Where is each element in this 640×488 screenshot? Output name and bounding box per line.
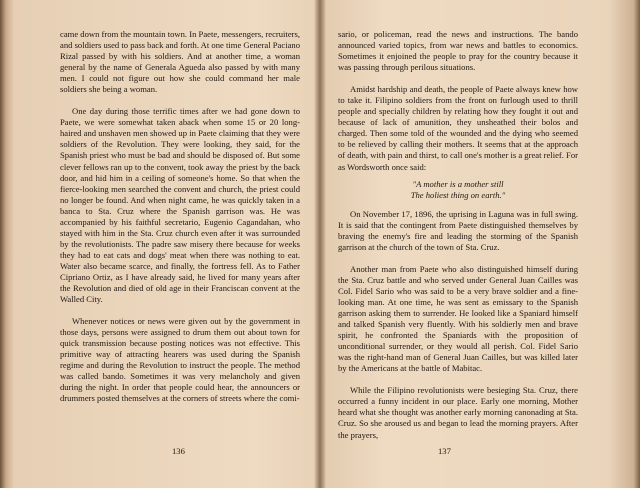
wordsworth-quote bbox=[338, 179, 578, 201]
left-page-number: 136 bbox=[172, 446, 185, 456]
left-page-text bbox=[60, 29, 300, 405]
right-paragraph-2: Amidst hardship and death, the people of Paete always knew how to take it. Filipino soldiers from the front on furlough used to thrill people and specially children by relating how they fought it out and because of lack of amunition, they unsheathed their bolos and charged. Then some told of the wounded and the dying who seemed to be relieved by calling their mothers. It seems that at the approach of death, with pain and thirst, to call one's mother is a great relief. For as Wordsworth once said: bbox=[338, 84, 578, 172]
right-page bbox=[320, 0, 640, 488]
left-paragraph-1: came down from the mountain town. In Paete, messengers, recruiters, and soldiers used to pass back and forth. At one time General Paciano Rizal passed by with his soldiers. And at another time, a woman general by the name of Generala Agueda also passed by with many men. I could not figure out how she could command her male soldiers she being a woman. bbox=[60, 29, 300, 95]
right-paragraph-4: Another man from Paete who also distinguished himself during the Sta. Cruz battle and who served under General Juan Cailles was Col. Fidel Sario who was said to be a very brave soldier and a fine-looking man. At one time, he was sent as emissary to the Spanish garrison asking them to surrender. He looked like a Spaniard himself and talked Spanish very fluently. With his soldierly men and brave spirit, he confronted the Spaniards with the proposition of unconditional surrender, or they would all perish. Col. Fidel Sario was the right-hand man of General Juan Cailles, but was killed later by the Americans at the battle of Mabitac. bbox=[338, 263, 578, 374]
right-page-number: 137 bbox=[438, 446, 451, 456]
quote-line-2: The holiest thing on earth." bbox=[410, 189, 506, 200]
right-paragraph-5: While the Filipino revolutionists were besieging Sta. Cruz, there occurred a funny incident in our place. Early one morning, Mother heard what she thought was another early morning canonading at Sta. Cruz. So she aroused us and began to lead the morning prayers. After the prayers, bbox=[338, 385, 578, 440]
quote-line-1: "A mother is a mother still bbox=[412, 178, 504, 189]
right-paragraph-1: sario, or policeman, read the news and instructions. The bando announced varied topics, from war news and battles to economics. Sometimes it enjoined the people to pray for the country because it was passing through perilous situations. bbox=[338, 29, 578, 73]
left-paragraph-2: One day during those terrific times after we had gone down to Paete, we were somewhat taken aback when some 15 or 20 long-haired and unshaven men showed up in Paete claiming that they were soldiers of the Revolution. They were looking, they said, for the Spanish priest who must be bad and should be disposed of. But some clever fellows ran up to the convent, took away the priest by the back door, and hid him in a ceiling of someone's home. So that when the fierce-looking men searched the convent and church, the priest could no longer be found. And when night came, he was quickly taken in a banca to Sta. Cruz where the Spanish garrison was. He was accompanied by his faithful secretario, Eugenio Cagandahan, who stayed with him in the Sta. Cruz church even after it was surrounded by the revolutionists. The padre saw misery there because for weeks they had to eat cats and dogs' meat when there was nothing to eat. Water also became scarce, and finally, the fortress fell. As to Father Cipriano Ortiz, as I have already said, he lived for many years after the Revolution and died of old age in their Franciscan convent at the Walled City. bbox=[60, 106, 300, 305]
left-paragraph-3: Whenever notices or news were given out by the government in those days, persons were assigned to drum them out about town for quick transmission because posting notices was not effective. This primitive way of attracting hearers was used during the Spanish regime and during the Revolution to instruct the people. The method was called bando. Sometimes it was very melancholy and given during the night. In order that people could hear, the announcers or drummers posted themselves at the corners of streets where the comi- bbox=[60, 316, 300, 404]
right-page-text bbox=[338, 29, 578, 441]
right-paragraph-3: On November 17, 1896, the uprising in Laguna was in full swing. It is said that the contingent from Paete distinguished themselves by braving the enemy's fire and leading the storming of the Spanish garrison at the church of the town of Sta. Cruz. bbox=[338, 208, 578, 252]
